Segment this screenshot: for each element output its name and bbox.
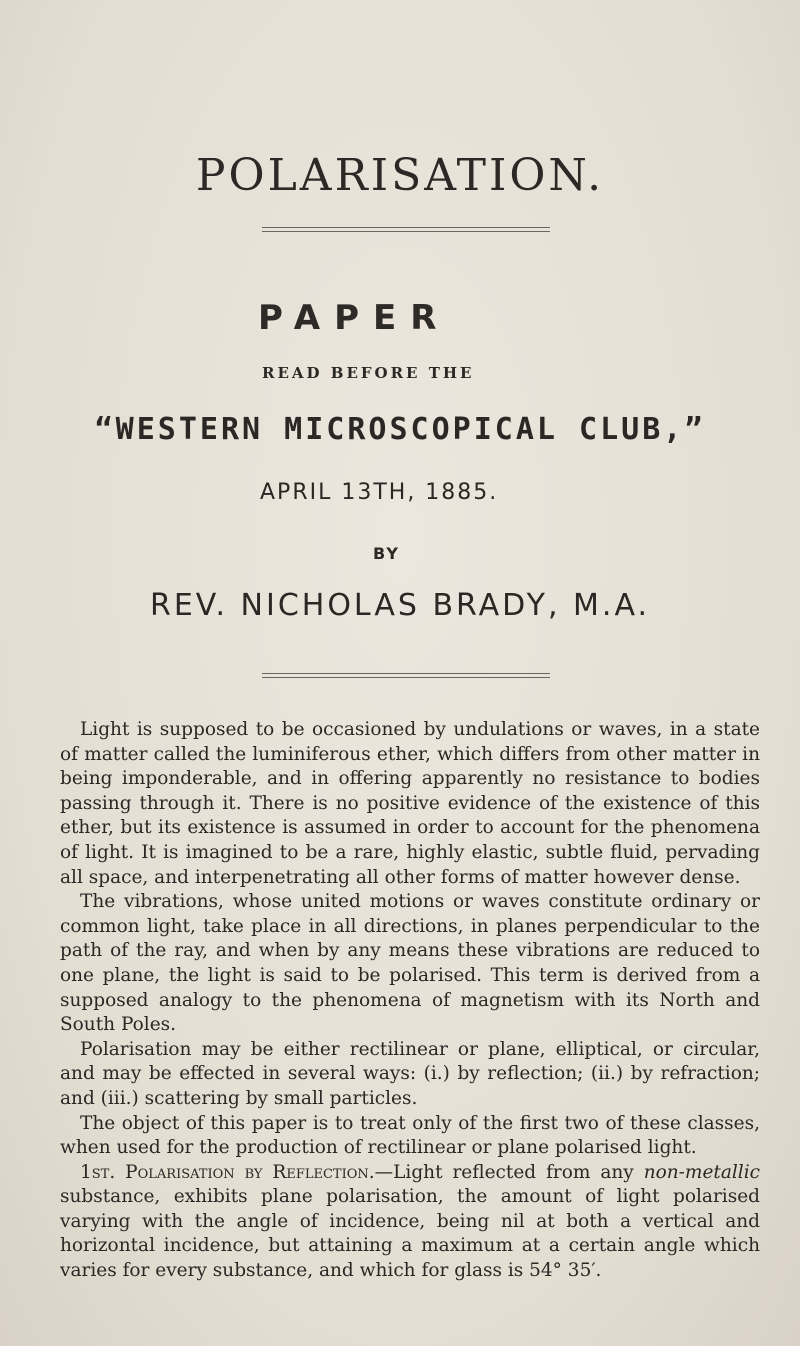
paragraph-reflection: [60, 1161, 760, 1284]
date-line: APRIL 13TH, 1885.: [260, 480, 499, 505]
body-text: [60, 718, 760, 1284]
reflection-text-a: —Light reflected from any: [374, 1161, 644, 1183]
author-divider: [262, 673, 550, 678]
read-before-label: READ BEFORE THE: [262, 364, 475, 382]
title-divider: [262, 227, 550, 232]
document-title: POLARISATION.: [195, 150, 605, 201]
by-label: BY: [373, 544, 400, 563]
paragraph-object: The object of this paper is to treat only of the first two of these classes, when used for the production of rectilinear or plane polarised light.: [60, 1112, 760, 1159]
paragraph-polarisation-kinds: Polarisation may be either rectilinear or plane, elliptical, or circular, and may be effected in several ways: (i.) by reflection; (ii.) by refraction; and (iii.) scattering by small particles.: [60, 1038, 760, 1109]
author-name: REV. NICHOLAS BRADY, M.A.: [150, 588, 650, 623]
club-name: “WESTERN MICROSCOPICAL CLUB,”: [94, 412, 706, 447]
reflection-italic: non-metallic: [643, 1161, 760, 1183]
section-heading: 1st. Polarisation by Reflection.: [80, 1161, 375, 1183]
paragraph-ether: Light is supposed to be occasioned by undulations or waves, in a state of matter called the luminiferous ether, which differs from other matter in being imponderable, and in offering apparently no resistance to bodies passing through it. There is no positive evidence of the existence of this ether, but its existence is assumed in order to account for the phenomena of light. It is imagined to be a rare, highly elastic, subtle fluid, pervading all space, and interpenetrating all other forms of matter however dense.: [60, 719, 760, 888]
paper-label: PAPER: [258, 298, 451, 338]
reflection-text-b: substance, exhibits plane polarisation, the amount of light polarised varying with the angle of incidence, being nil at both a vertical and horizontal incidence, but attaining a maximum at a certain angle which varies for every substance, and which for glass is 54° 35′.: [60, 1186, 760, 1282]
paragraph-vibrations: The vibrations, whose united motions or waves constitute ordinary or common light, take place in all directions, in planes perpendicular to the path of the ray, and when by any means these vibrations are reduced to one plane, the light is said to be polarised. This term is derived from a supposed analogy to the phenomena of magnetism with its North and South Poles.: [60, 891, 760, 1036]
